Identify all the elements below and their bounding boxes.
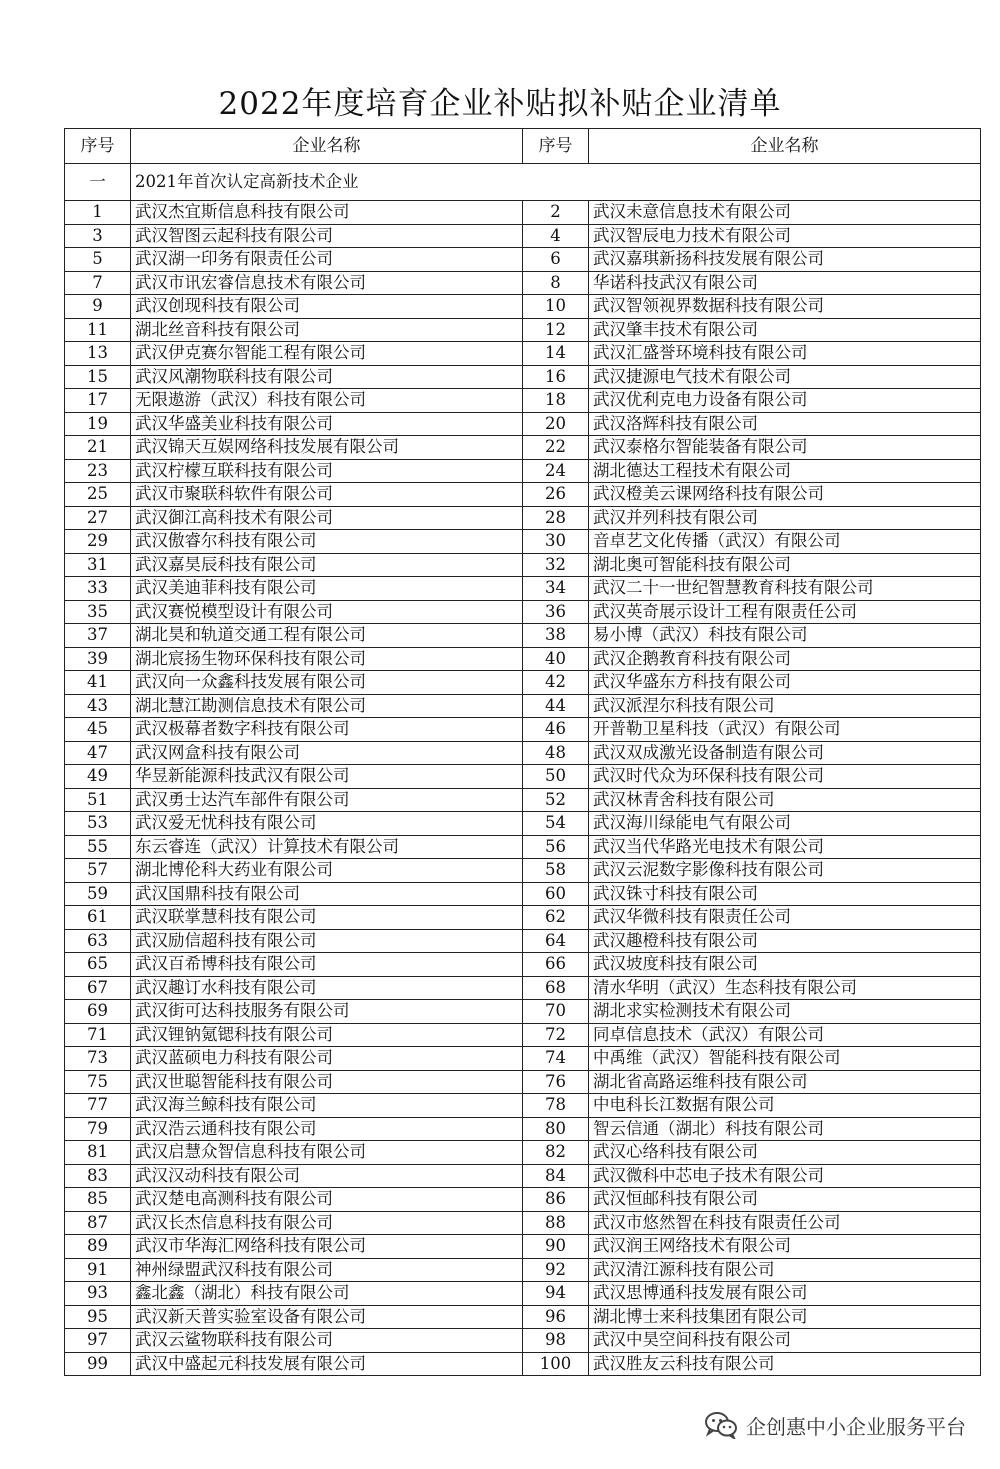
section-index: 一	[65, 164, 131, 201]
table-row	[65, 1000, 981, 1024]
company-name: 湖北求实检测技术有限公司	[589, 1000, 981, 1024]
table-row	[65, 1094, 981, 1118]
row-seq: 53	[65, 812, 131, 836]
table-row	[65, 1329, 981, 1353]
table-row	[65, 1188, 981, 1212]
table-row	[65, 1164, 981, 1188]
company-name: 武汉赛悦模型设计有限公司	[131, 600, 523, 624]
table-row	[65, 906, 981, 930]
company-name: 武汉联掌慧科技有限公司	[131, 906, 523, 930]
company-name: 武汉国鼎科技有限公司	[131, 882, 523, 906]
row-seq: 30	[523, 530, 589, 554]
row-seq: 99	[65, 1352, 131, 1376]
company-name: 武汉并列科技有限公司	[589, 506, 981, 530]
row-seq: 14	[523, 342, 589, 366]
row-seq: 75	[65, 1070, 131, 1094]
row-seq: 79	[65, 1117, 131, 1141]
company-name: 中禹维（武汉）智能科技有限公司	[589, 1047, 981, 1071]
header-seq-right: 序号	[523, 129, 589, 164]
row-seq: 65	[65, 953, 131, 977]
table-row	[65, 1282, 981, 1306]
table-row	[65, 295, 981, 319]
company-name: 智云信通（湖北）科技有限公司	[589, 1117, 981, 1141]
row-seq: 31	[65, 553, 131, 577]
watermark	[704, 1410, 966, 1440]
row-seq: 95	[65, 1305, 131, 1329]
company-name: 湖北博伦科大药业有限公司	[131, 859, 523, 883]
row-seq: 94	[523, 1282, 589, 1306]
company-name: 湖北慧江勘测信息技术有限公司	[131, 694, 523, 718]
row-seq: 22	[523, 436, 589, 460]
company-name: 武汉中昊空间科技有限公司	[589, 1329, 981, 1353]
row-seq: 42	[523, 671, 589, 695]
company-name: 武汉海川绿能电气有限公司	[589, 812, 981, 836]
table-row	[65, 318, 981, 342]
row-seq: 54	[523, 812, 589, 836]
table-row	[65, 953, 981, 977]
company-name: 武汉极幕者数字科技有限公司	[131, 718, 523, 742]
table-row	[65, 459, 981, 483]
row-seq: 37	[65, 624, 131, 648]
table-row	[65, 1047, 981, 1071]
table-row	[65, 224, 981, 248]
row-seq: 93	[65, 1282, 131, 1306]
company-name: 武汉海兰鲸科技有限公司	[131, 1094, 523, 1118]
table-row	[65, 248, 981, 272]
table-header-row	[65, 129, 981, 164]
row-seq: 67	[65, 976, 131, 1000]
row-seq: 71	[65, 1023, 131, 1047]
company-name: 武汉向一众鑫科技发展有限公司	[131, 671, 523, 695]
company-name: 湖北宸扬生物环保科技有限公司	[131, 647, 523, 671]
table-row	[65, 812, 981, 836]
company-name: 武汉创现科技有限公司	[131, 295, 523, 319]
header-name-left: 企业名称	[131, 129, 523, 164]
table-row	[65, 765, 981, 789]
row-seq: 40	[523, 647, 589, 671]
company-name: 武汉洛辉科技有限公司	[589, 412, 981, 436]
company-name: 武汉楚电高测科技有限公司	[131, 1188, 523, 1212]
row-seq: 21	[65, 436, 131, 460]
row-seq: 49	[65, 765, 131, 789]
company-name: 无限遨游（武汉）科技有限公司	[131, 389, 523, 413]
company-name: 武汉爱无忧科技有限公司	[131, 812, 523, 836]
company-name: 武汉蓝硕电力科技有限公司	[131, 1047, 523, 1071]
row-seq: 3	[65, 224, 131, 248]
row-seq: 46	[523, 718, 589, 742]
company-name: 鑫北鑫（湖北）科技有限公司	[131, 1282, 523, 1306]
row-seq: 72	[523, 1023, 589, 1047]
company-name: 武汉云泥数字影像科技有限公司	[589, 859, 981, 883]
company-name: 武汉捷源电气技术有限公司	[589, 365, 981, 389]
company-name: 武汉汇盛誉环境科技有限公司	[589, 342, 981, 366]
company-name: 湖北省高路运维科技有限公司	[589, 1070, 981, 1094]
company-name: 武汉华盛东方科技有限公司	[589, 671, 981, 695]
row-seq: 39	[65, 647, 131, 671]
company-name: 武汉优利克电力设备有限公司	[589, 389, 981, 413]
company-name: 武汉柠檬互联科技有限公司	[131, 459, 523, 483]
row-seq: 84	[523, 1164, 589, 1188]
row-seq: 55	[65, 835, 131, 859]
table-row	[65, 1117, 981, 1141]
row-seq: 85	[65, 1188, 131, 1212]
company-name: 武汉趣订水科技有限公司	[131, 976, 523, 1000]
company-name: 武汉百希博科技有限公司	[131, 953, 523, 977]
company-name: 武汉世聪智能科技有限公司	[131, 1070, 523, 1094]
company-name: 武汉中盛起元科技发展有限公司	[131, 1352, 523, 1376]
page-title: 2022年度培育企业补贴拟补贴企业清单	[218, 86, 782, 122]
row-seq: 47	[65, 741, 131, 765]
row-seq: 15	[65, 365, 131, 389]
row-seq: 19	[65, 412, 131, 436]
row-seq: 23	[65, 459, 131, 483]
table-row	[65, 577, 981, 601]
company-name: 武汉美迪菲科技有限公司	[131, 577, 523, 601]
row-seq: 28	[523, 506, 589, 530]
table-row	[65, 882, 981, 906]
table-row	[65, 741, 981, 765]
row-seq: 69	[65, 1000, 131, 1024]
table-row	[65, 1141, 981, 1165]
table-row	[65, 624, 981, 648]
row-seq: 16	[523, 365, 589, 389]
row-seq: 44	[523, 694, 589, 718]
company-name: 武汉汉动科技有限公司	[131, 1164, 523, 1188]
row-seq: 51	[65, 788, 131, 812]
row-seq: 10	[523, 295, 589, 319]
company-name: 东云睿连（武汉）计算技术有限公司	[131, 835, 523, 859]
company-name: 武汉智图云起科技有限公司	[131, 224, 523, 248]
row-seq: 9	[65, 295, 131, 319]
row-seq: 100	[523, 1352, 589, 1376]
row-seq: 25	[65, 483, 131, 507]
row-seq: 64	[523, 929, 589, 953]
header-name-right: 企业名称	[589, 129, 981, 164]
row-seq: 50	[523, 765, 589, 789]
row-seq: 33	[65, 577, 131, 601]
company-name: 武汉智辰电力技术有限公司	[589, 224, 981, 248]
company-name: 武汉华盛美业科技有限公司	[131, 412, 523, 436]
row-seq: 36	[523, 600, 589, 624]
company-name: 武汉企鹅教育科技有限公司	[589, 647, 981, 671]
row-seq: 38	[523, 624, 589, 648]
company-name: 同卓信息技术（武汉）有限公司	[589, 1023, 981, 1047]
row-seq: 13	[65, 342, 131, 366]
company-name: 武汉启慧众智信息科技有限公司	[131, 1141, 523, 1165]
row-seq: 83	[65, 1164, 131, 1188]
row-seq: 41	[65, 671, 131, 695]
company-name: 武汉胜友云科技有限公司	[589, 1352, 981, 1376]
row-seq: 78	[523, 1094, 589, 1118]
row-seq: 32	[523, 553, 589, 577]
table-row	[65, 1070, 981, 1094]
company-name: 武汉市讯宏睿信息技术有限公司	[131, 271, 523, 295]
company-name: 湖北奥可智能科技有限公司	[589, 553, 981, 577]
row-seq: 45	[65, 718, 131, 742]
company-name: 武汉趣橙科技有限公司	[589, 929, 981, 953]
company-name: 武汉时代众为环保科技有限公司	[589, 765, 981, 789]
company-name: 武汉嘉琪新扬科技发展有限公司	[589, 248, 981, 272]
table-row	[65, 788, 981, 812]
company-name: 湖北丝音科技有限公司	[131, 318, 523, 342]
row-seq: 68	[523, 976, 589, 1000]
row-seq: 34	[523, 577, 589, 601]
table-row	[65, 553, 981, 577]
row-seq: 86	[523, 1188, 589, 1212]
company-name: 武汉润王网络技术有限公司	[589, 1235, 981, 1259]
row-seq: 52	[523, 788, 589, 812]
company-name: 武汉励信超科技有限公司	[131, 929, 523, 953]
row-seq: 70	[523, 1000, 589, 1024]
company-name: 开普勒卫星科技（武汉）有限公司	[589, 718, 981, 742]
company-name: 武汉嘉昊辰科技有限公司	[131, 553, 523, 577]
table-row	[65, 1235, 981, 1259]
row-seq: 2	[523, 201, 589, 225]
company-name: 武汉杰宜斯信息科技有限公司	[131, 201, 523, 225]
row-seq: 6	[523, 248, 589, 272]
row-seq: 96	[523, 1305, 589, 1329]
company-name: 音卓艺文化传播（武汉）有限公司	[589, 530, 981, 554]
company-name: 武汉浩云通科技有限公司	[131, 1117, 523, 1141]
row-seq: 11	[65, 318, 131, 342]
row-seq: 4	[523, 224, 589, 248]
row-seq: 18	[523, 389, 589, 413]
company-name: 武汉市聚联科软件有限公司	[131, 483, 523, 507]
company-name: 武汉傲睿尔科技有限公司	[131, 530, 523, 554]
row-seq: 12	[523, 318, 589, 342]
row-seq: 26	[523, 483, 589, 507]
row-seq: 61	[65, 906, 131, 930]
table-row	[65, 929, 981, 953]
row-seq: 98	[523, 1329, 589, 1353]
row-seq: 77	[65, 1094, 131, 1118]
table-row	[65, 201, 981, 225]
table-row	[65, 271, 981, 295]
company-name: 武汉思博通科技发展有限公司	[589, 1282, 981, 1306]
row-seq: 20	[523, 412, 589, 436]
table-row	[65, 600, 981, 624]
row-seq: 1	[65, 201, 131, 225]
company-name: 武汉派涅尔科技有限公司	[589, 694, 981, 718]
row-seq: 88	[523, 1211, 589, 1235]
row-seq: 66	[523, 953, 589, 977]
table-row	[65, 859, 981, 883]
table-row	[65, 389, 981, 413]
company-name: 武汉华微科技有限责任公司	[589, 906, 981, 930]
section-label: 2021年首次认定高新技术企业	[131, 164, 981, 201]
company-name: 湖北德达工程技术有限公司	[589, 459, 981, 483]
company-name: 武汉橙美云课网络科技有限公司	[589, 483, 981, 507]
company-name: 湖北昊和轨道交通工程有限公司	[131, 624, 523, 648]
company-name: 武汉微科中芯电子技术有限公司	[589, 1164, 981, 1188]
table-row	[65, 1352, 981, 1376]
company-name: 武汉勇士达汽车部件有限公司	[131, 788, 523, 812]
row-seq: 73	[65, 1047, 131, 1071]
company-name: 武汉长杰信息科技有限公司	[131, 1211, 523, 1235]
section-row	[65, 164, 981, 201]
row-seq: 80	[523, 1117, 589, 1141]
company-name: 神州绿盟武汉科技有限公司	[131, 1258, 523, 1282]
table-row	[65, 647, 981, 671]
company-name: 武汉智领视界数据科技有限公司	[589, 295, 981, 319]
company-name: 华昱新能源科技武汉有限公司	[131, 765, 523, 789]
company-name: 武汉泰格尔智能装备有限公司	[589, 436, 981, 460]
row-seq: 57	[65, 859, 131, 883]
row-seq: 8	[523, 271, 589, 295]
table-row	[65, 365, 981, 389]
company-name: 易小博（武汉）科技有限公司	[589, 624, 981, 648]
row-seq: 17	[65, 389, 131, 413]
row-seq: 7	[65, 271, 131, 295]
row-seq: 63	[65, 929, 131, 953]
row-seq: 89	[65, 1235, 131, 1259]
table-row	[65, 835, 981, 859]
row-seq: 35	[65, 600, 131, 624]
table-row	[65, 671, 981, 695]
row-seq: 62	[523, 906, 589, 930]
company-name: 武汉二十一世纪智慧教育科技有限公司	[589, 577, 981, 601]
row-seq: 92	[523, 1258, 589, 1282]
row-seq: 82	[523, 1141, 589, 1165]
company-name: 武汉清江源科技有限公司	[589, 1258, 981, 1282]
row-seq: 5	[65, 248, 131, 272]
company-name: 武汉铢寸科技有限公司	[589, 882, 981, 906]
company-name: 武汉新天普实验室设备有限公司	[131, 1305, 523, 1329]
company-name: 武汉肇丰技术有限公司	[589, 318, 981, 342]
row-seq: 59	[65, 882, 131, 906]
row-seq: 90	[523, 1235, 589, 1259]
company-name: 武汉市华海汇网络科技有限公司	[131, 1235, 523, 1259]
table-row	[65, 694, 981, 718]
table-row	[65, 718, 981, 742]
row-seq: 43	[65, 694, 131, 718]
table-row	[65, 1258, 981, 1282]
company-name: 武汉锦天互娱网络科技发展有限公司	[131, 436, 523, 460]
company-name: 武汉未意信息技术有限公司	[589, 201, 981, 225]
row-seq: 58	[523, 859, 589, 883]
company-name: 武汉御江高科技术有限公司	[131, 506, 523, 530]
table-row	[65, 976, 981, 1000]
row-seq: 24	[523, 459, 589, 483]
row-seq: 76	[523, 1070, 589, 1094]
table-row	[65, 483, 981, 507]
row-seq: 97	[65, 1329, 131, 1353]
company-name: 湖北博士来科技集团有限公司	[589, 1305, 981, 1329]
company-name: 武汉坡度科技有限公司	[589, 953, 981, 977]
company-name: 华诺科技武汉有限公司	[589, 271, 981, 295]
company-name: 武汉街可达科技服务有限公司	[131, 1000, 523, 1024]
company-name: 武汉心络科技有限公司	[589, 1141, 981, 1165]
row-seq: 48	[523, 741, 589, 765]
company-name: 武汉恒邮科技有限公司	[589, 1188, 981, 1212]
wechat-icon	[704, 1411, 738, 1439]
company-name: 武汉英奇展示设计工程有限责任公司	[589, 600, 981, 624]
row-seq: 27	[65, 506, 131, 530]
row-seq: 91	[65, 1258, 131, 1282]
row-seq: 74	[523, 1047, 589, 1071]
company-name: 武汉伊克赛尔智能工程有限公司	[131, 342, 523, 366]
table-row	[65, 436, 981, 460]
company-table	[64, 128, 981, 1376]
table-row	[65, 412, 981, 436]
row-seq: 56	[523, 835, 589, 859]
table-row	[65, 506, 981, 530]
company-name: 武汉市悠然智在科技有限责任公司	[589, 1211, 981, 1235]
row-seq: 29	[65, 530, 131, 554]
table-row	[65, 1023, 981, 1047]
table-row	[65, 1305, 981, 1329]
company-name: 清水华明（武汉）生态科技有限公司	[589, 976, 981, 1000]
company-name: 武汉当代华路光电技术有限公司	[589, 835, 981, 859]
company-name: 武汉网盒科技有限公司	[131, 741, 523, 765]
company-name: 武汉湖一印务有限责任公司	[131, 248, 523, 272]
header-seq-left: 序号	[65, 129, 131, 164]
row-seq: 87	[65, 1211, 131, 1235]
company-name: 中电科长江数据有限公司	[589, 1094, 981, 1118]
company-name: 武汉双成激光设备制造有限公司	[589, 741, 981, 765]
table-row	[65, 530, 981, 554]
row-seq: 60	[523, 882, 589, 906]
company-name: 武汉风潮物联科技有限公司	[131, 365, 523, 389]
table-row	[65, 342, 981, 366]
company-name: 武汉锂钠氪锶科技有限公司	[131, 1023, 523, 1047]
watermark-text: 企创惠中小企业服务平台	[746, 1414, 966, 1439]
company-name: 武汉林青舍科技有限公司	[589, 788, 981, 812]
row-seq: 81	[65, 1141, 131, 1165]
table-row	[65, 1211, 981, 1235]
company-name: 武汉云鲨物联科技有限公司	[131, 1329, 523, 1353]
